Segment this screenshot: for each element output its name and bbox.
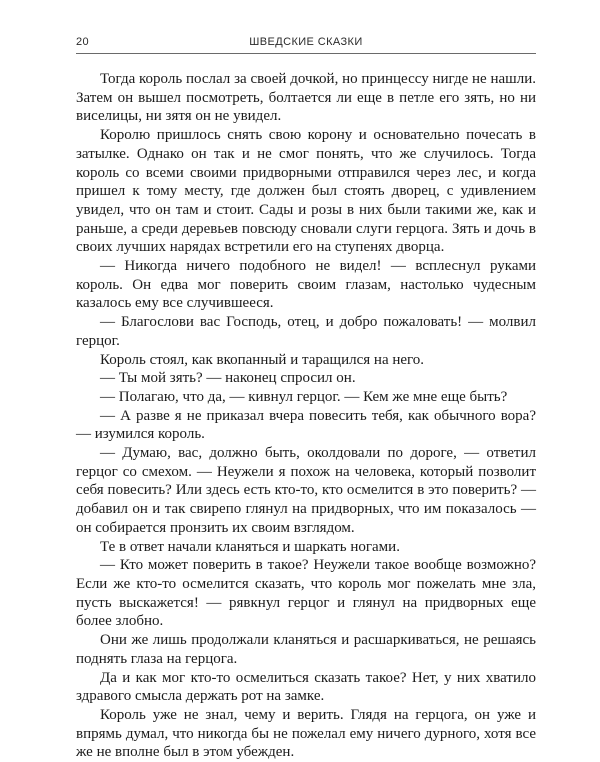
paragraph: — Никогда ничего подобного не видел! — всплеснул руками король. Он едва мог поверить своим глазам, настолько чудесным казалось ему все случившееся.: [76, 258, 536, 312]
paragraph: — А разве я не приказал вчера повесить тебя, как обычного вора? — изумился король.: [76, 407, 536, 443]
body-text: [76, 70, 536, 762]
paragraph: Королю пришлось снять свою корону и основательно почесать в затылке. Однако он так и не смог понять, что же случилось. Тогда король со всеми своими придворными отправился через лес, и когда пришел к тому месту, где должен был стоять дворец, с удивлением увидел, что он там и стоит. Сады и розы в них были такими же, как и раньше, а среди деревьев повсюду сновали слуги герцога. Зять и дочь в своих лучших нарядах встретили его на ступенях дворца.: [76, 127, 536, 256]
paragraph: — Ты мой зять? — наконец спросил он.: [100, 370, 356, 387]
paragraph: — Полагаю, что да, — кивнул герцог. — Кем же мне еще быть?: [100, 388, 508, 405]
paragraph: — Думаю, вас, должно быть, околдовали по дороге, — ответил герцог со смехом. — Неужели я похож на человека, который позволит себя повесить? Или здесь есть кто-то, кто осмелится в это поверить? — добавил он и так свирепо глянул на придворных, что им показалось — он собирается пронзить их своим взглядом.: [76, 445, 536, 536]
header-rule: [76, 53, 536, 54]
running-title: ШВЕДСКИЕ СКАЗКИ: [249, 36, 363, 48]
paragraph: Тогда король послал за своей дочкой, но принцессу нигде не нашли. Затем он вышел посмотреть, болтается ли еще в петле его зять, но ни виселицы, ни зятя он не увидел.: [76, 71, 536, 125]
paragraph: Король уже не знал, чему и верить. Глядя на герцога, он уже и впрямь думал, что никогда бы не пожелал ему ничего дурного, хотя все же не вполне был в этом убежден.: [76, 706, 536, 761]
paragraph: Король стоял, как вкопанный и таращился на него.: [100, 351, 425, 368]
paragraph: Те в ответ начали кланяться и шаркать ногами.: [100, 538, 400, 555]
paragraph: Да и как мог кто-то осмелиться сказать такое? Нет, у них хватило здравого смысла держать рот на замке.: [76, 669, 536, 705]
paragraph: — Кто может поверить в такое? Неужели такое вообще возможно? Если же кто-то осмелится сказать, что король мог пожелать мне зла, пусть выскажется! — рявкнул герцог и глянул на придворных еще более злобно.: [76, 557, 536, 630]
paragraph: — Благослови вас Господь, отец, и добро пожаловать! — молвил герцог.: [76, 314, 536, 349]
paragraph: Они же лишь продолжали кланяться и расшаркиваться, не решаясь поднять глаза на герцога.: [76, 632, 536, 667]
page-number: 20: [76, 36, 90, 48]
page-header: [76, 36, 536, 50]
